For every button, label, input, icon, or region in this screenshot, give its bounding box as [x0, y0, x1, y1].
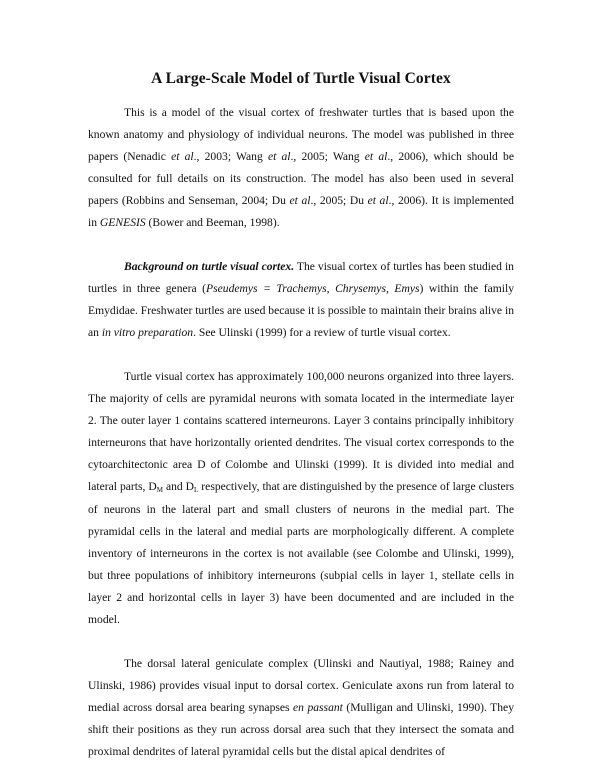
section-heading: Background on turtle visual cortex.: [124, 260, 295, 273]
text-run: (Bower and Beeman, 1998).: [145, 216, 280, 229]
italic-en-passant: en passant: [293, 701, 343, 714]
text-run: ) within the family Emydidae. Freshwater turtles are used because it is possible to maintain their brains alive in an: [88, 282, 514, 339]
text-run: ., 2006), which should be consulted for full details on its construction. The model has also been used in several papers (Robbins and Senseman, 2004; Du: [88, 150, 514, 207]
intro-paragraph: [88, 102, 514, 234]
text-run: and D: [162, 480, 195, 493]
italic-et-al: et al: [367, 194, 389, 207]
italic-genesis: GENESIS: [99, 216, 146, 229]
text-run: . See Ulinski (1999) for a review of turtle visual cortex.: [193, 326, 451, 339]
paragraph-gap: [88, 234, 514, 256]
anatomy-paragraph: [88, 366, 514, 631]
background-paragraph: [88, 256, 514, 344]
text-run: respectively, that are distinguished by the presence of large clusters of neurons in the lateral part and small clusters of neurons in the medial part. The pyramidal cells in the lateral and medial parts are morphologically different. A complete inventory of interneurons in the cortex is not available (see Colombe and Ulinski, 1999), but three populations of inhibitory interneurons (subpial cells in layer 1, stellate cells in layer 2 and horizontal cells in layer 3) have been documented and are included in the model.: [88, 480, 514, 626]
italic-et-al: et al: [171, 150, 194, 163]
text-run: (Mulligan and Ulinski, 1990). They shift their positions as they run across dorsal area such that they intersect the somata and proximal dendrites of lateral pyramidal cells but the distal apical dendrites of: [88, 701, 515, 758]
text-run: ., 2006). It is implemented in: [88, 194, 514, 229]
text-run: ., 2005; Wang: [290, 150, 365, 163]
subscript-m: M: [156, 486, 163, 494]
text-run: ., 2003; Wang: [193, 150, 268, 163]
geniculate-paragraph: [88, 653, 514, 763]
paragraph-gap: [88, 344, 514, 366]
italic-et-al: et al: [267, 150, 291, 163]
italic-et-al: et al: [364, 150, 388, 163]
document-page: [88, 70, 514, 763]
page-title: A Large-Scale Model of Turtle Visual Cortex: [151, 70, 451, 87]
text-run: The visual cortex of turtles has been studied in turtles in three genera (: [88, 260, 514, 295]
italic-genera: Pseudemys = Trachemys, Chrysemys, Emys: [206, 282, 420, 295]
text-run: This is a model of the visual cortex of freshwater turtles that is based upon the known anatomy and physiology of individual neurons. The model was published in three papers (Nenadic: [88, 106, 514, 163]
italic-et-al: et al: [289, 194, 311, 207]
paragraph-gap: [88, 631, 514, 653]
text-run: ., 2005; Du: [310, 194, 368, 207]
italic-in-vitro: in vitro preparation: [101, 326, 194, 339]
subscript-l: L: [194, 486, 199, 494]
text-run: The dorsal lateral geniculate complex (Ulinski and Nautiyal, 1988; Rainey and Ulinski, 1986) provides visual input to dorsal cortex. Geniculate axons run from lateral to medial across dorsal area bearing synapses: [88, 657, 514, 714]
text-run: Turtle visual cortex has approximately 100,000 neurons organized into three layers. The majority of cells are pyramidal neurons with somata located in the intermediate layer 2. The outer layer 1 contains scattered interneurons. Layer 3 contains principally inhibitory interneurons that have horizontally oriented dendrites. The visual cortex corresponds to the cytoarchitectonic area D of Colombe and Ulinski (1999). It is divided into medial and lateral parts, D: [88, 370, 514, 493]
